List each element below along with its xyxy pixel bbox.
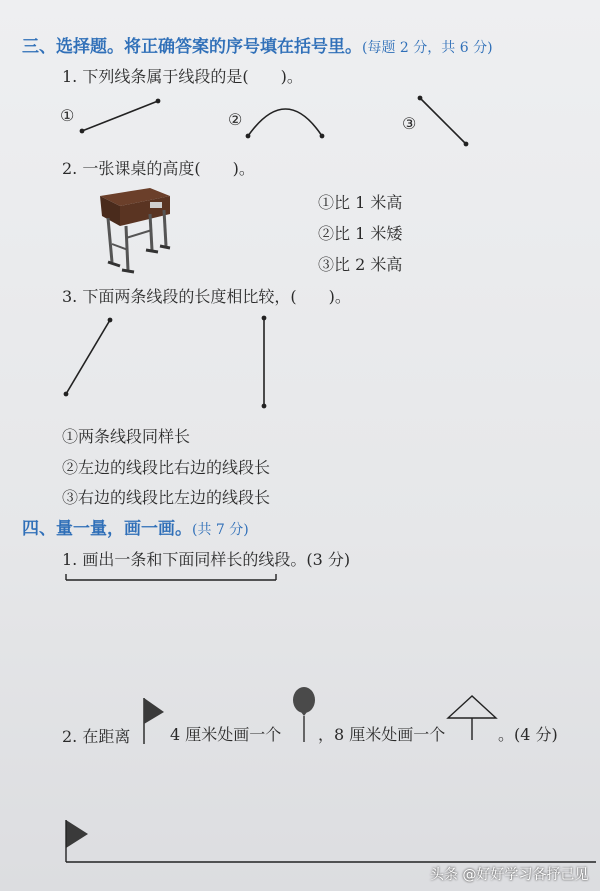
umbrella-icon [448, 696, 496, 740]
q3-text: 3. 下面两条线段的长度相比较，( )。 [62, 287, 351, 306]
flag-icon [144, 698, 164, 744]
q1-figure-diagonal-segment [418, 96, 469, 147]
s4-q1-text: 1. 画出一条和下面同样长的线段。(3 分) [62, 550, 351, 569]
q1-text: 1. 下列线条属于线段的是( )。 [62, 67, 303, 86]
q3-option-3: ③右边的线段比左边的线段长 [62, 488, 271, 507]
section3-title-text: 三、选择题。将正确答案的序号填在括号里。 [22, 37, 362, 57]
watermark: 头条 @好好学习各抒己见 [430, 867, 589, 883]
q1-option-3: ③ [402, 114, 417, 133]
q3-left-segment [64, 318, 113, 397]
s4-q2-part2: 4 厘米处画一个 [170, 725, 282, 744]
section4-note: (共 7 分) [192, 522, 249, 538]
section4-title-text: 四、量一量，画一画。 [22, 519, 192, 539]
balloon-icon [293, 687, 315, 742]
s4-q2-part3: ，8 厘米处画一个 [318, 725, 446, 744]
section3-note: (每题 2 分，共 6 分) [362, 40, 493, 56]
q1-option-2: ② [228, 110, 243, 129]
q1-figure-segment [80, 99, 161, 134]
s4-q1-given-segment [66, 574, 276, 580]
q1-figure-arc [246, 109, 325, 138]
q2-option-2: ②比 1 米矮 [318, 224, 403, 243]
bottom-flag-icon [66, 820, 88, 862]
q2-text: 2. 一张课桌的高度( )。 [62, 159, 255, 178]
s4-q2-part4: 。(4 分) [498, 725, 558, 744]
q1-option-1: ① [60, 106, 75, 125]
q2-option-1: ①比 1 米高 [318, 193, 403, 212]
desk-image [100, 188, 170, 272]
q2-option-3: ③比 2 米高 [318, 255, 403, 274]
q3-option-1: ①两条线段同样长 [62, 427, 191, 446]
q3-option-2: ②左边的线段比右边的线段长 [62, 458, 271, 477]
q3-right-segment [262, 316, 267, 409]
s4-q2-part1: 2. 在距离 [62, 727, 131, 746]
